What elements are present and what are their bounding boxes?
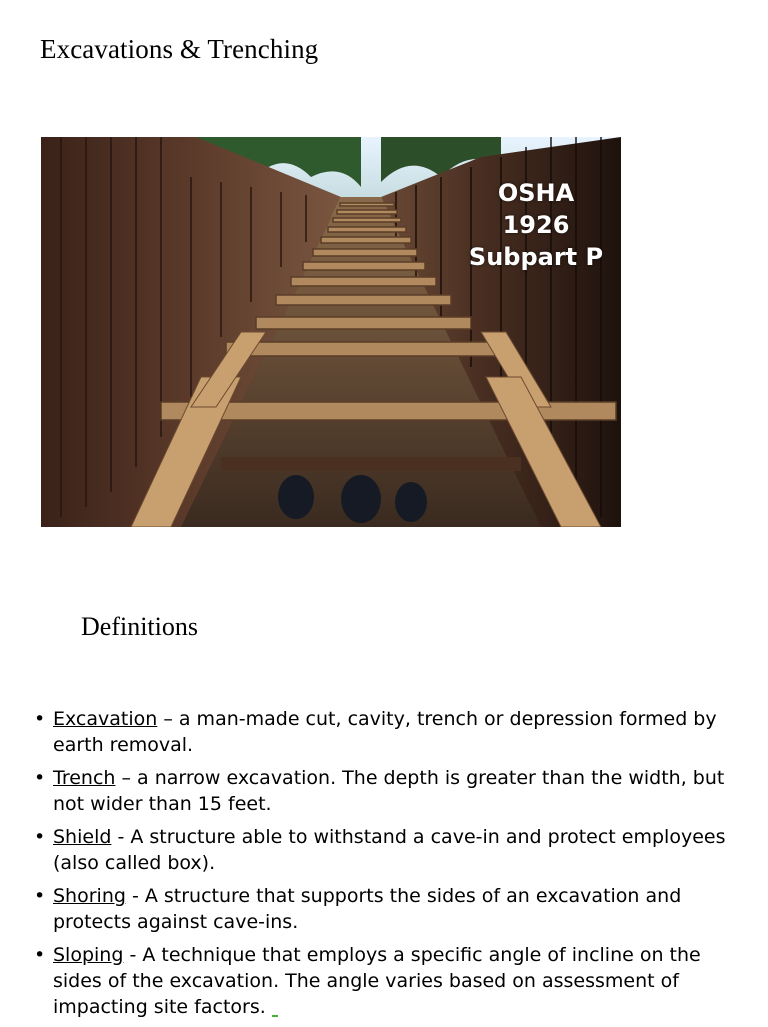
overlay-line-2: 1926	[502, 211, 570, 239]
definition-text: – a man-made cut, cavity, trench or depression formed by earth removal.	[53, 708, 717, 756]
definition-term: Trench	[53, 767, 116, 789]
definition-text: - A structure able to withstand a cave-in and protect employees (also called box).	[53, 826, 726, 874]
definition-term: Shoring	[53, 885, 126, 907]
definition-item-sloping	[34, 942, 734, 1020]
bullet: •	[34, 708, 46, 730]
definition-item-excavation	[34, 706, 734, 758]
trailing-mark	[272, 1015, 278, 1017]
definition-item-trench	[34, 765, 734, 817]
definition-text: – a narrow excavation. The depth is greater than the width, but not wider than 15 feet.	[53, 767, 725, 815]
bullet: •	[34, 767, 46, 789]
definition-term: Shield	[53, 826, 112, 848]
definition-term: Excavation	[53, 708, 158, 730]
trench-photo	[41, 137, 621, 527]
bullet: •	[34, 944, 46, 966]
definition-text: - A structure that supports the sides of an excavation and protects against cave-ins.	[53, 885, 682, 933]
definition-item-shoring	[34, 883, 734, 935]
definition-text: - A technique that employs a specific angle of incline on the sides of the excavation. The angle varies based on assessment of impacting site factors.	[53, 944, 701, 1018]
bullet: •	[34, 826, 46, 848]
overlay-line-1: OSHA	[497, 179, 575, 207]
definition-term: Sloping	[53, 944, 124, 966]
section-heading: Definitions	[81, 612, 198, 641]
overlay-line-3: Subpart P	[468, 243, 604, 271]
definitions-list	[34, 706, 734, 1027]
definition-item-shield	[34, 824, 734, 876]
osha-reference-label	[461, 177, 611, 273]
bullet: •	[34, 885, 46, 907]
slide-title: Excavations & Trenching	[40, 34, 319, 64]
